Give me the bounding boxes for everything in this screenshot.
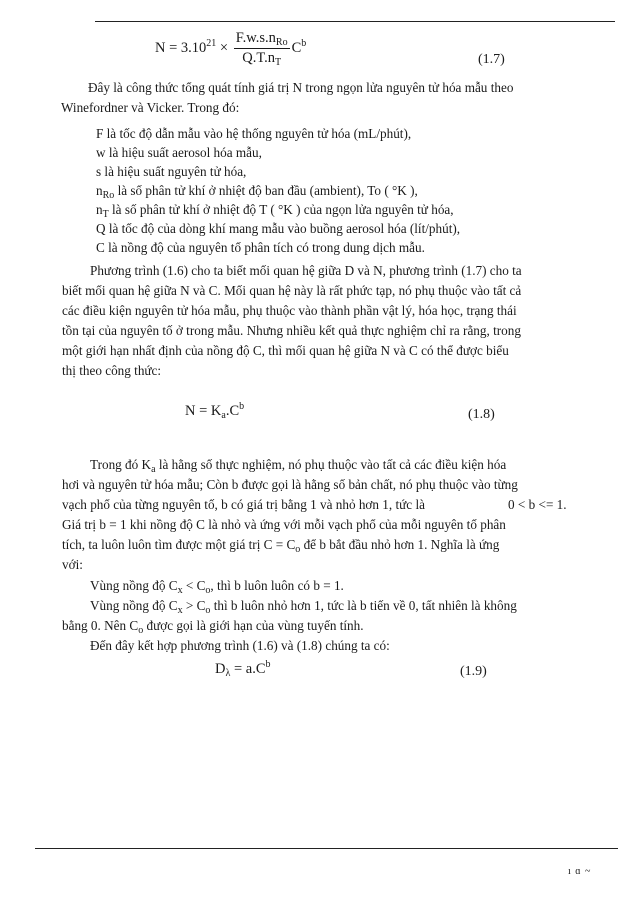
paragraph-line: Đây là công thức tổng quát tính giá trị N trong ngọn lửa nguyên tử hóa mẫu theo xyxy=(88,80,514,95)
fraction: $\frac{F.w.s.n_{Ro}}{Q.T.n_T}$ xyxy=(235,30,288,68)
definition-nro: $n_{Ro}$ là số phân tử khí ở nhiệt độ ban đầu (ambient), To ( °K ), xyxy=(96,183,418,201)
inequality: 0 < b <= 1. xyxy=(508,497,567,512)
definition-q: Q là tốc độ của dòng khí mang mẫu vào buồng aerosol hóa (lít/phút), xyxy=(96,221,461,236)
definition-w: w là hiệu suất aerosol hóa mẫu, xyxy=(96,145,262,160)
page-number: ı ɑ ~ xyxy=(568,866,592,877)
definition-f: F là tốc độ dẫn mẫu vào hệ thống nguyên tử hóa (mL/phút), xyxy=(96,126,412,141)
paragraph-line: thị theo công thức: xyxy=(62,363,162,378)
definition-nt: $n_T$ là số phân tử khí ở nhiệt độ T ( °K ) của ngọn lửa nguyên tử hóa, xyxy=(96,202,454,220)
paragraph-line: tồn tại của nguyên tố ở trong mẫu. Nhưng nhiều kết quả thực nghiệm chỉ ra rằng, trong xyxy=(62,323,521,338)
footer-rule xyxy=(35,848,618,849)
equation-1-9: $D_\lambda = a.C^b$ xyxy=(215,659,271,679)
paragraph-line: vạch phổ của từng nguyên tố, b có giá trị bằng 1 và nhỏ hơn 1, tức là xyxy=(62,497,425,512)
paragraph-line: Vùng nồng độ $C_x > C_o$ thì b luôn nhỏ hơn 1, tức là b tiến về 0, tất nhiên là không xyxy=(90,598,517,616)
definition-c: C là nồng độ của nguyên tố phân tích có trong dung dịch mẫu. xyxy=(96,240,425,255)
paragraph-line: Phương trình (1.6) cho ta biết mối quan hệ giữa D và N, phương trình (1.7) cho ta xyxy=(90,263,522,278)
paragraph-line: Vùng nồng độ $C_x < C_o$, thì b luôn luôn có b = 1. xyxy=(90,578,344,596)
paragraph-line: các điều kiện nguyên tử hóa mẫu, phụ thuộc vào thành phần vật lý, hóa học, trạng thái xyxy=(62,303,517,318)
paragraph-line: với: xyxy=(62,557,83,572)
equation-1-8: $N = K_a.C^b$ xyxy=(185,401,245,421)
paragraph-line: Trong đó $K_a$ là hằng số thực nghiệm, nó phụ thuộc vào tất cả các điều kiện hóa xyxy=(90,457,507,475)
paragraph-line: hơi và nguyên tử hóa mẫu; Còn b được gọi là hằng số bản chất, nó phụ thuộc vào từng xyxy=(62,477,518,492)
paragraph-line: Đến đây kết hợp phương trình (1.6) và (1.8) chúng ta có: xyxy=(90,638,390,653)
equation-1-7: $N = 3.10^{21}$ × $\frac{F.w.s.n_{Ro}}{Q.T.n_T}$ $C^b$ xyxy=(155,30,307,68)
equation-number-1-8: (1.8) xyxy=(468,407,495,422)
header-rule xyxy=(95,21,615,22)
equation-number-1-7: (1.7) xyxy=(478,52,505,67)
equation-number-1-9: (1.9) xyxy=(460,664,487,679)
paragraph-line: tích, ta luôn luôn tìm được một giá trị $C = C_o$ để b bắt đầu nhỏ hơn 1. Nghĩa là ứng xyxy=(62,537,500,555)
paragraph-line: biết mối quan hệ giữa N và C. Mối quan hệ này là rất phức tạp, nó phụ thuộc vào tất cả xyxy=(62,283,522,298)
paragraph-line: Winefordner và Vicker. Trong đó: xyxy=(61,100,240,115)
paragraph-line: bằng 0. Nên $C_o$ được gọi là giới hạn của vùng tuyến tính. xyxy=(62,618,364,636)
paragraph-line: một giới hạn nhất định của nồng độ C, thì mối quan hệ giữa N và C có thể được biểu xyxy=(62,343,509,358)
paragraph-line: Giá trị b = 1 khi nồng độ C là nhỏ và ứng với mỗi vạch phổ của mỗi nguyên tố phân xyxy=(62,517,506,532)
definition-s: s là hiệu suất nguyên tử hóa, xyxy=(96,164,247,179)
